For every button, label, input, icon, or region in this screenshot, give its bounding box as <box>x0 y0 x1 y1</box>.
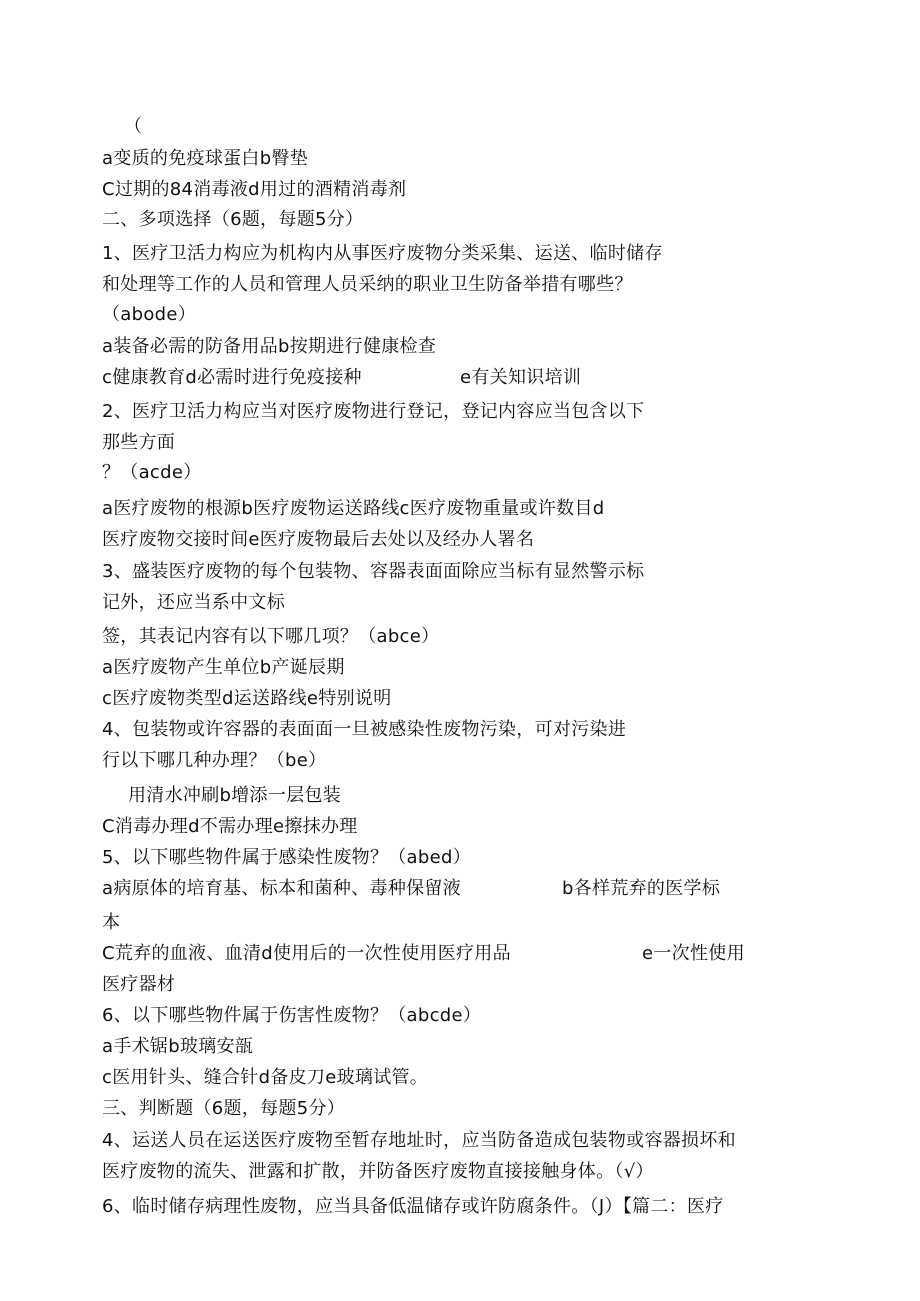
answer-key: ？（acde） <box>102 462 202 483</box>
option-text: e有关知识培训 <box>460 367 582 388</box>
option-text: 用清水冲刷b增添一层包装 <box>128 785 342 806</box>
question-text: 1、医疗卫活力构应为机构内从事医疗废物分类采集、运送、临时储存 <box>102 243 663 264</box>
option-text: 医疗废物交接时间e医疗废物最后去处以及经办人署名 <box>102 529 535 550</box>
question-text: 和处理等工作的人员和管理人员采纳的职业卫生防备举措有哪些？ <box>102 274 633 295</box>
option-text: 医疗器材 <box>102 974 176 995</box>
text-line: C过期的84消毒液d用过的酒精消毒剂 <box>102 179 407 200</box>
question-text: 4、包装物或许容器的表面面一旦被感染性废物污染，可对污染进 <box>102 719 627 740</box>
question-text: 行以下哪几种办理？（be） <box>102 750 327 771</box>
question-text: 签，其表记内容有以下哪几项？（abce） <box>102 626 440 647</box>
question-text: 6、临时储存病理性废物，应当具备低温储存或许防腐条件。（J）【篇二：医疗 <box>102 1196 724 1217</box>
option-text: 本 <box>102 912 121 933</box>
option-text: C荒弃的血液、血清d使用后的一次性使用医疗用品 <box>102 943 511 964</box>
option-text: c医疗废物类型d运送路线e特别说明 <box>102 688 392 709</box>
question-text: 6、以下哪些物件属于伤害性废物？（abcde） <box>102 1005 482 1026</box>
question-text: 那些方面 <box>102 432 176 453</box>
question-text: 5、以下哪些物件属于感染性废物？（abed） <box>102 847 472 868</box>
option-text: C消毒办理d不需办理e擦抹办理 <box>102 816 358 837</box>
option-text: a医疗废物产生单位b产诞辰期 <box>102 657 345 678</box>
text-line: （ <box>124 116 143 137</box>
question-text: 医疗废物的流失、泄露和扩散，并防备医疗废物直接接触身体。（√） <box>102 1161 654 1182</box>
question-text: 4、运送人员在运送医疗废物至暂存地址时，应当防备造成包装物或容器损坏和 <box>102 1130 736 1151</box>
text-line: a变质的免疫球蛋白b臀垫 <box>102 148 309 169</box>
answer-key: （abode） <box>102 304 197 325</box>
question-text: 记外，还应当系中文标 <box>102 592 285 613</box>
option-text: a手术锯b玻璃安瓿 <box>102 1036 254 1057</box>
section-heading: 二、多项选择（6题，每题5分） <box>102 209 364 230</box>
option-text: a病原体的培育基、标本和菌种、毒种保留液 <box>102 878 462 899</box>
option-text: a医疗废物的根源b医疗废物运送路线c医疗废物重量或许数目d <box>102 498 605 519</box>
section-heading: 三、判断题（6题，每题5分） <box>102 1098 346 1119</box>
option-text: c健康教育d必需时进行免疫接种 <box>102 367 362 388</box>
option-text: e一次性使用 <box>642 943 745 964</box>
option-text: c医用针头、缝合针d备皮刀e玻璃试管。 <box>102 1067 429 1088</box>
option-text: b各样荒弃的医学标 <box>562 878 721 899</box>
question-text: 3、盛装医疗废物的每个包装物、容器表面面除应当标有显然警示标 <box>102 561 645 582</box>
option-text: a装备必需的防备用品b按期进行健康检查 <box>102 336 437 357</box>
question-text: 2、医疗卫活力构应当对医疗废物进行登记，登记内容应当包含以下 <box>102 401 645 422</box>
